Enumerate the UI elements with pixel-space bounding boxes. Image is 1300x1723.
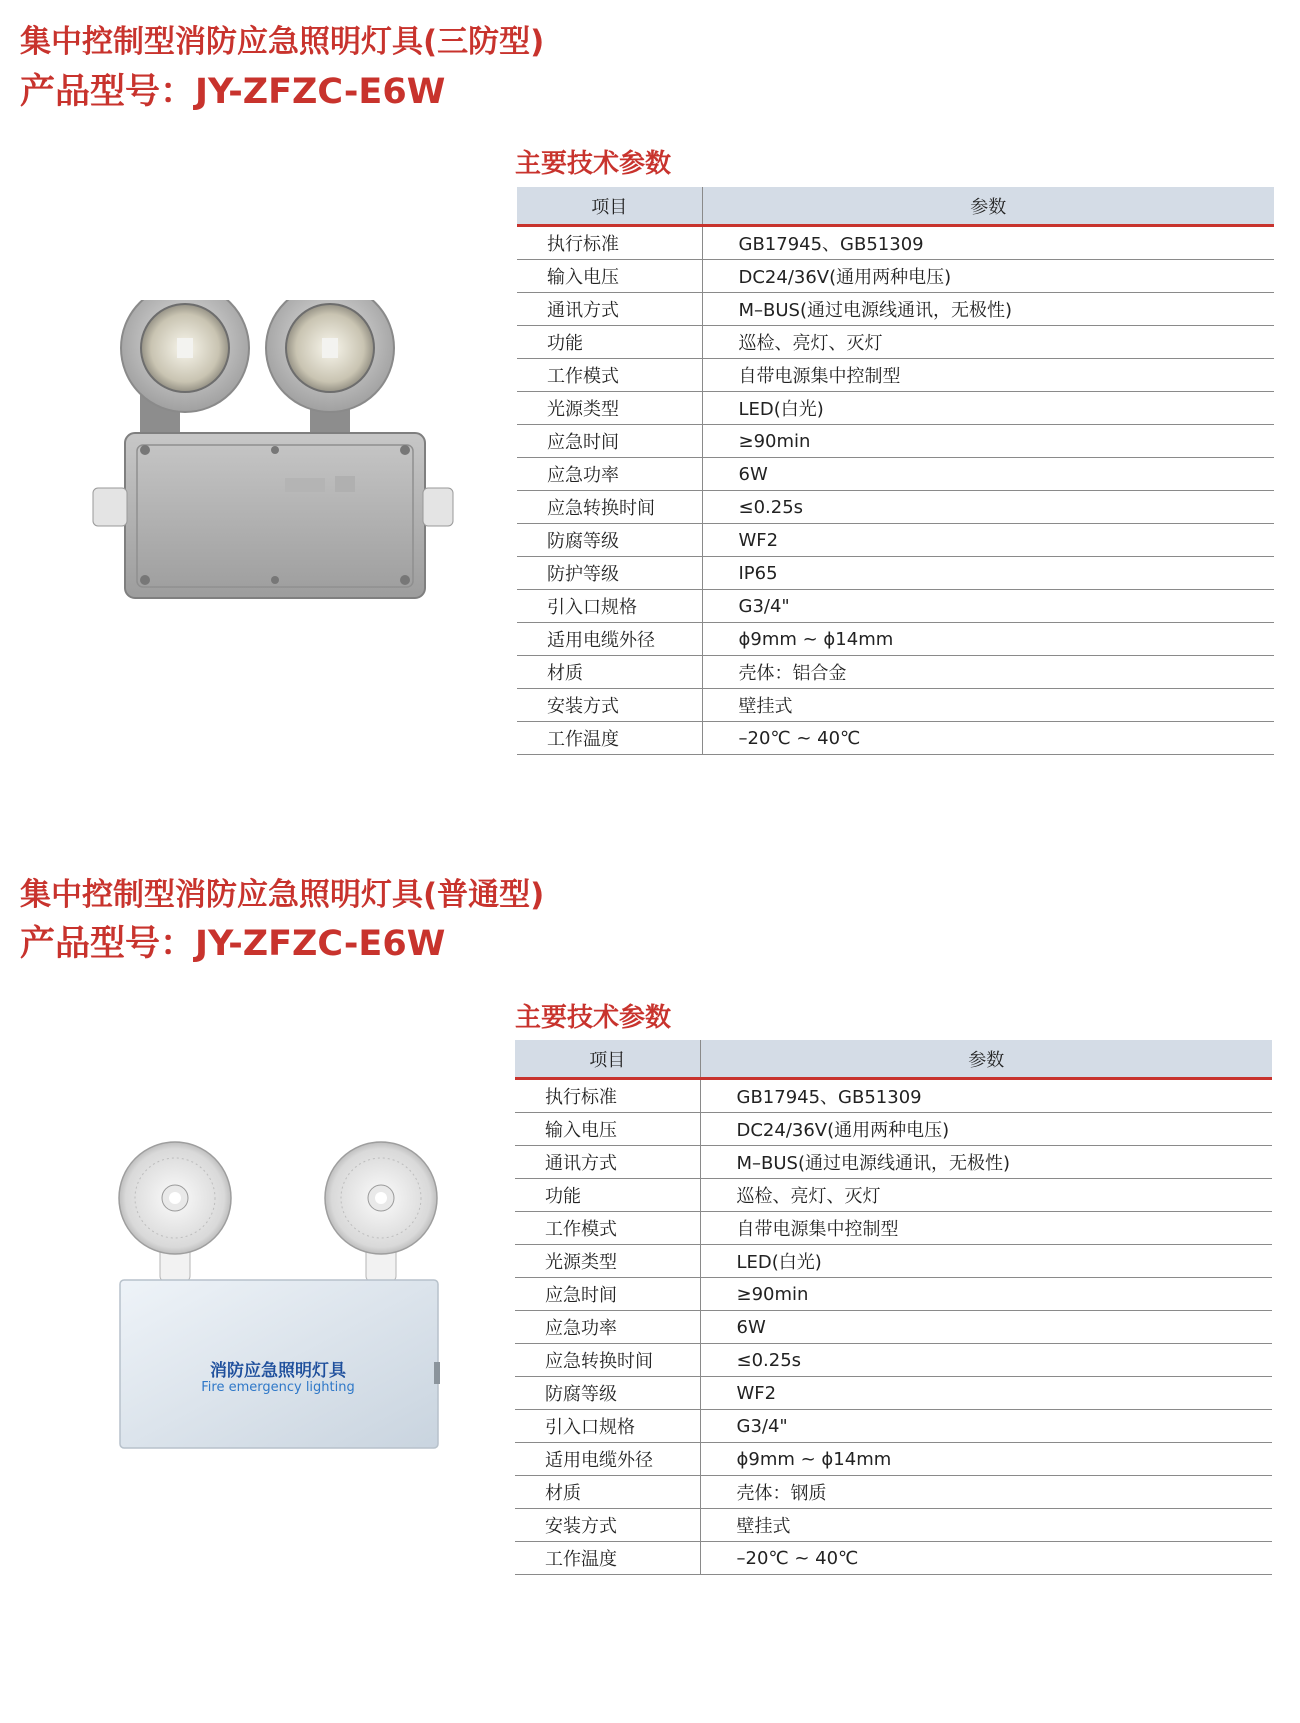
column-header-item: 项目 — [515, 1040, 700, 1079]
spec-value: 自带电源集中控制型 — [702, 359, 1274, 392]
spec-item: 适用电缆外径 — [517, 623, 702, 656]
spec-value: GB17945、GB51309 — [702, 226, 1274, 260]
spec-item: 光源类型 — [515, 1245, 700, 1278]
spec-value: ϕ9mm ~ ϕ14mm — [700, 1443, 1272, 1476]
table-row — [515, 1311, 1272, 1344]
spec-item: 材质 — [517, 656, 702, 689]
spec-value: LED(白光) — [700, 1245, 1272, 1278]
spec-value: WF2 — [702, 524, 1274, 557]
table-row — [517, 359, 1274, 392]
spec-item: 防腐等级 — [515, 1377, 700, 1410]
table-row — [517, 623, 1274, 656]
column-header-value: 参数 — [702, 187, 1274, 226]
product-model: 产品型号：JY-ZFZC-E6W — [20, 72, 446, 112]
spec-item: 应急时间 — [517, 425, 702, 458]
table-row — [517, 226, 1274, 260]
table-row — [517, 722, 1274, 755]
table-row — [517, 491, 1274, 524]
spec-value: G3/4" — [702, 590, 1274, 623]
spec-item: 执行标准 — [517, 226, 702, 260]
table-row — [517, 425, 1274, 458]
spec-item: 应急功率 — [515, 1311, 700, 1344]
spec-item: 通讯方式 — [515, 1146, 700, 1179]
spec-heading: 主要技术参数 — [515, 1003, 672, 1033]
spec-item: 工作模式 — [517, 359, 702, 392]
spec-value: LED(白光) — [702, 392, 1274, 425]
spec-value: 壳体：铝合金 — [702, 656, 1274, 689]
spec-item: 适用电缆外径 — [515, 1443, 700, 1476]
lamp-label-cn: 消防应急照明灯具 — [210, 1361, 346, 1381]
table-row — [517, 524, 1274, 557]
table-row — [517, 260, 1274, 293]
spec-item: 防护等级 — [517, 557, 702, 590]
spec-item: 应急功率 — [517, 458, 702, 491]
table-row — [515, 1245, 1272, 1278]
spec-heading: 主要技术参数 — [515, 149, 672, 179]
spec-value: DC24/36V(通用两种电压) — [702, 260, 1274, 293]
spec-value: ≥90min — [702, 425, 1274, 458]
product-title: 集中控制型消防应急照明灯具(三防型) — [20, 24, 545, 60]
spec-item: 工作温度 — [515, 1542, 700, 1575]
spec-item: 防腐等级 — [517, 524, 702, 557]
table-row — [517, 656, 1274, 689]
spec-value: 自带电源集中控制型 — [700, 1212, 1272, 1245]
spec-value: ≥90min — [700, 1278, 1272, 1311]
spec-item: 安装方式 — [515, 1509, 700, 1542]
column-header-value: 参数 — [700, 1040, 1272, 1079]
spec-item: 引入口规格 — [515, 1410, 700, 1443]
product-title: 集中控制型消防应急照明灯具(普通型) — [20, 877, 545, 913]
table-row — [515, 1542, 1272, 1575]
spec-value: 壁挂式 — [702, 689, 1274, 722]
spec-value: 壁挂式 — [700, 1509, 1272, 1542]
spec-item: 工作模式 — [515, 1212, 700, 1245]
table-row — [515, 1377, 1272, 1410]
spec-value: ≤0.25s — [702, 491, 1274, 524]
table-row — [517, 689, 1274, 722]
spec-item: 执行标准 — [515, 1079, 700, 1113]
spec-value: 巡检、亮灯、灭灯 — [700, 1179, 1272, 1212]
lamp-label-en: Fire emergency lighting — [201, 1380, 355, 1395]
spec-item: 应急转换时间 — [515, 1344, 700, 1377]
spec-value: G3/4" — [700, 1410, 1272, 1443]
spec-item: 材质 — [515, 1476, 700, 1509]
table-row — [515, 1509, 1272, 1542]
product-photo-explosion-proof-lamp — [85, 300, 455, 605]
spec-table — [515, 1040, 1272, 1575]
table-row — [515, 1410, 1272, 1443]
spec-item: 功能 — [517, 326, 702, 359]
spec-value: ≤0.25s — [700, 1344, 1272, 1377]
table-row — [515, 1146, 1272, 1179]
table-row — [515, 1079, 1272, 1113]
spec-item: 通讯方式 — [517, 293, 702, 326]
spec-item: 工作温度 — [517, 722, 702, 755]
table-row — [515, 1344, 1272, 1377]
spec-value: WF2 — [700, 1377, 1272, 1410]
spec-value: DC24/36V(通用两种电压) — [700, 1113, 1272, 1146]
table-row — [515, 1212, 1272, 1245]
spec-value: –20℃ ~ 40℃ — [702, 722, 1274, 755]
table-row — [515, 1443, 1272, 1476]
table-row — [515, 1278, 1272, 1311]
spec-value: 6W — [700, 1311, 1272, 1344]
spec-item: 安装方式 — [517, 689, 702, 722]
spec-table — [517, 187, 1274, 755]
table-row — [515, 1476, 1272, 1509]
spec-value: M–BUS(通过电源线通讯，无极性) — [700, 1146, 1272, 1179]
spec-value: GB17945、GB51309 — [700, 1079, 1272, 1113]
spec-item: 引入口规格 — [517, 590, 702, 623]
spec-item: 输入电压 — [515, 1113, 700, 1146]
spec-value: 壳体：钢质 — [700, 1476, 1272, 1509]
product-photo-standard-lamp — [118, 1140, 448, 1450]
table-row — [515, 1179, 1272, 1212]
spec-item: 光源类型 — [517, 392, 702, 425]
product-model: 产品型号：JY-ZFZC-E6W — [20, 924, 446, 964]
table-row — [515, 1113, 1272, 1146]
spec-item: 应急转换时间 — [517, 491, 702, 524]
spec-value: IP65 — [702, 557, 1274, 590]
table-row — [517, 293, 1274, 326]
spec-item: 输入电压 — [517, 260, 702, 293]
spec-header-row — [515, 1040, 1272, 1079]
spec-header-row — [517, 187, 1274, 226]
table-row — [517, 392, 1274, 425]
table-row — [517, 326, 1274, 359]
spec-value: M–BUS(通过电源线通讯，无极性) — [702, 293, 1274, 326]
spec-item: 应急时间 — [515, 1278, 700, 1311]
table-row — [517, 590, 1274, 623]
spec-value: –20℃ ~ 40℃ — [700, 1542, 1272, 1575]
spec-value: 6W — [702, 458, 1274, 491]
table-row — [517, 557, 1274, 590]
spec-item: 功能 — [515, 1179, 700, 1212]
table-row — [517, 458, 1274, 491]
spec-value: ϕ9mm ~ ϕ14mm — [702, 623, 1274, 656]
spec-value: 巡检、亮灯、灭灯 — [702, 326, 1274, 359]
column-header-item: 项目 — [517, 187, 702, 226]
